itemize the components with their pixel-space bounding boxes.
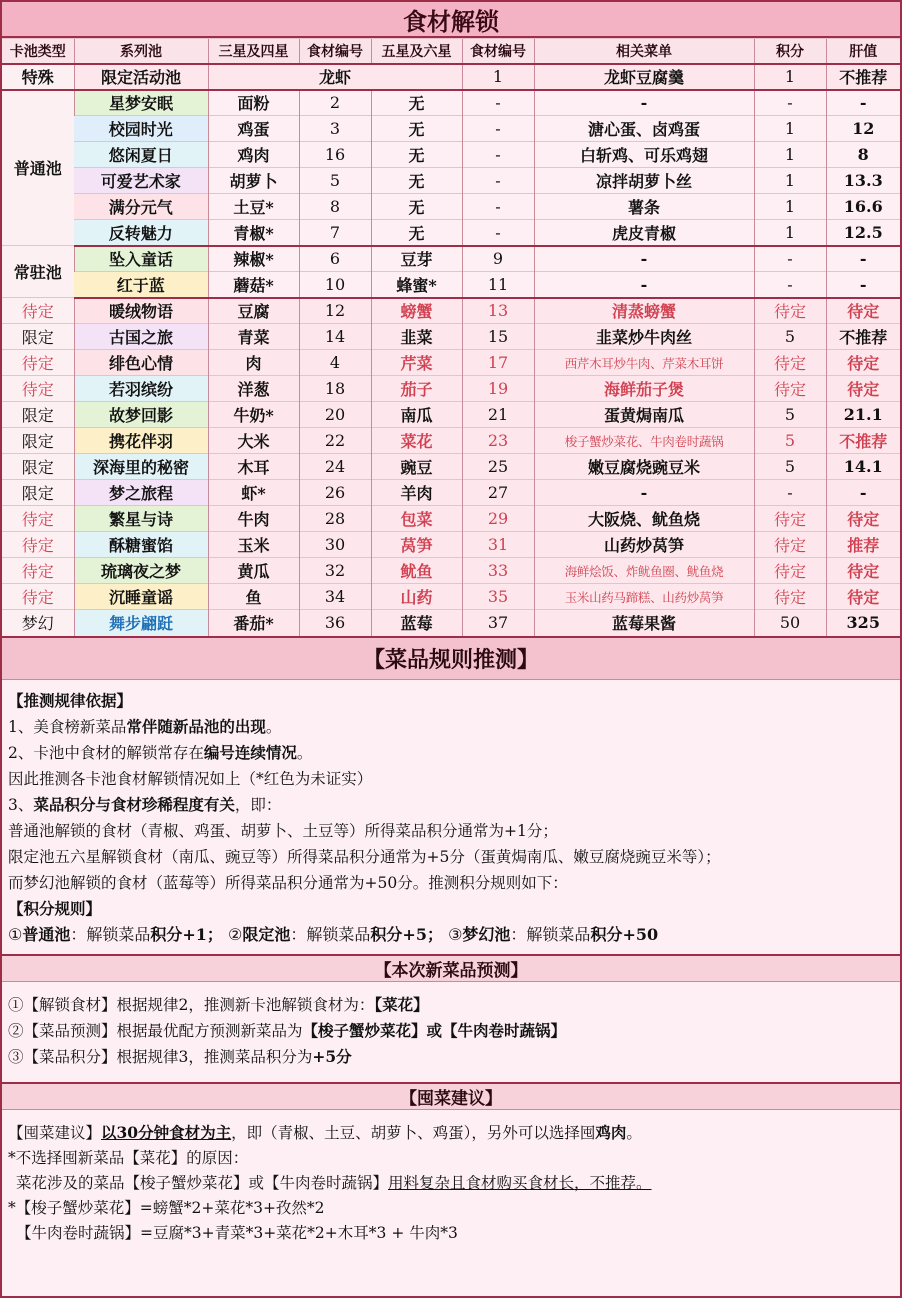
ingredient-56-cell: 茄子 bbox=[371, 376, 462, 402]
table-row bbox=[2, 454, 900, 480]
liver-cell: 不推荐 bbox=[826, 324, 900, 350]
ingredient-number-cell: - bbox=[462, 168, 534, 194]
ingredient-34-cell: 虾* bbox=[208, 480, 299, 506]
dish-cell: 龙虾豆腐羹 bbox=[534, 64, 754, 90]
ingredient-number-cell: - bbox=[462, 90, 534, 116]
advice-block bbox=[2, 1110, 900, 1252]
ingredient-34-cell: 豆腐 bbox=[208, 298, 299, 324]
ingredient-number-cell: 28 bbox=[299, 506, 371, 532]
liver-cell: 待定 bbox=[826, 298, 900, 324]
pool-name-cell: 琉璃夜之梦 bbox=[74, 558, 208, 584]
table-row bbox=[2, 610, 900, 636]
ingredient-56-cell: 螃蟹 bbox=[371, 298, 462, 324]
ingredient-34-cell: 玉米 bbox=[208, 532, 299, 558]
ingredient-56-cell: 无 bbox=[371, 220, 462, 246]
ingredient-number-cell: - bbox=[462, 220, 534, 246]
liver-cell: 16.6 bbox=[826, 194, 900, 220]
table-header-row bbox=[2, 39, 900, 64]
ingredient-cell: 龙虾 bbox=[208, 64, 462, 90]
ingredient-56-cell: 无 bbox=[371, 142, 462, 168]
dish-cell: 虎皮青椒 bbox=[534, 220, 754, 246]
table-row bbox=[2, 324, 900, 350]
header-cell: 积分 bbox=[754, 39, 826, 64]
limited-pool-section bbox=[2, 298, 900, 636]
ingredient-34-cell: 蘑菇* bbox=[208, 272, 299, 298]
header-cell: 肝值 bbox=[826, 39, 900, 64]
table-row bbox=[2, 168, 900, 194]
rule-line-1: 1、美食榜新菜品常伴随新品池的出现。 bbox=[8, 716, 282, 736]
header-cell: 食材编号 bbox=[462, 39, 534, 64]
header-cell: 相关菜单 bbox=[534, 39, 754, 64]
ingredient-56-cell: 南瓜 bbox=[371, 402, 462, 428]
liver-cell: 13.3 bbox=[826, 168, 900, 194]
pool-type-cell: 限定 bbox=[2, 402, 74, 428]
score-cell: 5 bbox=[754, 402, 826, 428]
table-row bbox=[2, 532, 900, 558]
dish-cell: 西芹木耳炒牛肉、芹菜木耳饼 bbox=[534, 350, 754, 376]
ingredient-56-cell: 无 bbox=[371, 168, 462, 194]
advice-section-title: 【囤菜建议】 bbox=[2, 1082, 900, 1110]
ingredient-number-cell: 24 bbox=[299, 454, 371, 480]
dish-cell: 梭子蟹炒菜花、牛肉卷时蔬锅 bbox=[534, 428, 754, 454]
liver-cell: 不推荐 bbox=[826, 64, 900, 90]
ingredient-number-cell: 19 bbox=[462, 376, 534, 402]
advice-line-4: *【梭子蟹炒菜花】=螃蟹*2+菜花*3+孜然*2 bbox=[8, 1198, 325, 1217]
pool-name-cell: 暖绒物语 bbox=[74, 298, 208, 324]
dish-cell: 薯条 bbox=[534, 194, 754, 220]
score-cell: 1 bbox=[754, 116, 826, 142]
pool-type-cell: 待定 bbox=[2, 506, 74, 532]
advice-line-2: *不选择囤新菜品【菜花】的原因： bbox=[8, 1148, 249, 1167]
ingredient-number-cell: 13 bbox=[462, 298, 534, 324]
dish-cell: 嫩豆腐烧豌豆米 bbox=[534, 454, 754, 480]
table-row bbox=[2, 376, 900, 402]
pool-name-cell: 悠闲夏日 bbox=[74, 142, 208, 168]
ingredient-34-cell: 肉 bbox=[208, 350, 299, 376]
pool-type-cell: 待定 bbox=[2, 584, 74, 610]
ingredient-number-cell: 23 bbox=[462, 428, 534, 454]
table-row-special bbox=[2, 64, 900, 90]
table-row bbox=[2, 558, 900, 584]
pool-name-cell: 古国之旅 bbox=[74, 324, 208, 350]
pool-name-cell: 舞步翩跹 bbox=[74, 610, 208, 636]
ingredient-number-cell: 37 bbox=[462, 610, 534, 636]
table-row bbox=[2, 298, 900, 324]
pool-type-cell: 待定 bbox=[2, 350, 74, 376]
ingredient-number-cell: 17 bbox=[462, 350, 534, 376]
ingredient-34-cell: 大米 bbox=[208, 428, 299, 454]
ingredient-number-cell: 15 bbox=[462, 324, 534, 350]
table-row bbox=[2, 272, 900, 298]
ingredient-number-cell: 22 bbox=[299, 428, 371, 454]
ingredient-number-cell: 5 bbox=[299, 168, 371, 194]
ingredient-34-cell: 木耳 bbox=[208, 454, 299, 480]
ingredient-number-cell: 3 bbox=[299, 116, 371, 142]
header-cell: 卡池类型 bbox=[2, 39, 74, 64]
ingredient-number-cell: 4 bbox=[299, 350, 371, 376]
score-cell: 待定 bbox=[754, 376, 826, 402]
ingredient-34-cell: 鸡蛋 bbox=[208, 116, 299, 142]
dish-cell: 玉米山药马蹄糕、山药炒莴笋 bbox=[534, 584, 754, 610]
advice-line-5: 【牛肉卷时蔬锅】=豆腐*3+青菜*3+菜花*2+木耳*3 + 牛肉*3 bbox=[16, 1223, 458, 1242]
pool-name-cell: 繁星与诗 bbox=[74, 506, 208, 532]
ingredient-number-cell: 1 bbox=[462, 64, 534, 90]
ingredient-number-cell: 18 bbox=[299, 376, 371, 402]
liver-cell: - bbox=[826, 90, 900, 116]
ingredient-number-cell: 26 bbox=[299, 480, 371, 506]
liver-cell: 325 bbox=[826, 610, 900, 636]
ingredient-56-cell: 山药 bbox=[371, 584, 462, 610]
ingredient-56-cell: 无 bbox=[371, 194, 462, 220]
pool-type-cell: 限定 bbox=[2, 480, 74, 506]
ingredient-number-cell: 29 bbox=[462, 506, 534, 532]
table-row bbox=[2, 142, 900, 168]
predict-section-title: 【本次新菜品预测】 bbox=[2, 954, 900, 982]
dish-cell: 山药炒莴笋 bbox=[534, 532, 754, 558]
score-cell: 5 bbox=[754, 324, 826, 350]
pool-name-cell: 梦之旅程 bbox=[74, 480, 208, 506]
predict-block bbox=[2, 982, 900, 1082]
score-cell: 5 bbox=[754, 454, 826, 480]
pool-type-cell: 待定 bbox=[2, 558, 74, 584]
table-row bbox=[2, 194, 900, 220]
normal-pool-section bbox=[2, 90, 900, 246]
dish-cell: 蛋黄焗南瓜 bbox=[534, 402, 754, 428]
rule-line-2: 2、卡池中食材的解锁常存在编号连续情况。 bbox=[8, 742, 313, 762]
table-row bbox=[2, 480, 900, 506]
ingredient-number-cell: 20 bbox=[299, 402, 371, 428]
dish-cell: - bbox=[534, 272, 754, 298]
ingredient-number-cell: 10 bbox=[299, 272, 371, 298]
pool-name-cell: 携花伴羽 bbox=[74, 428, 208, 454]
table-row bbox=[2, 220, 900, 246]
liver-cell: 8 bbox=[826, 142, 900, 168]
ingredient-56-cell: 蓝莓 bbox=[371, 610, 462, 636]
dish-cell: - bbox=[534, 480, 754, 506]
ingredient-56-cell: 豆芽 bbox=[371, 246, 462, 272]
ingredient-number-cell: - bbox=[462, 116, 534, 142]
ingredient-34-cell: 洋葱 bbox=[208, 376, 299, 402]
score-rule-line: ①普通池：解锁菜品积分+1； ②限定池：解锁菜品积分+5； ③梦幻池：解锁菜品积分+50 bbox=[8, 924, 659, 944]
header-cell: 食材编号 bbox=[299, 39, 371, 64]
liver-cell: 待定 bbox=[826, 350, 900, 376]
ingredient-56-cell: 芹菜 bbox=[371, 350, 462, 376]
ingredient-number-cell: 6 bbox=[299, 246, 371, 272]
ingredient-34-cell: 番茄* bbox=[208, 610, 299, 636]
pool-name-cell: 星梦安眠 bbox=[74, 90, 208, 116]
ingredient-56-cell: 鱿鱼 bbox=[371, 558, 462, 584]
pool-name-cell: 深海里的秘密 bbox=[74, 454, 208, 480]
predict-line-2: ②【菜品预测】根据最优配方预测新菜品为【梭子蟹炒菜花】或【牛肉卷时蔬锅】 bbox=[8, 1020, 567, 1040]
ingredient-34-cell: 鸡肉 bbox=[208, 142, 299, 168]
pool-name-cell: 校园时光 bbox=[74, 116, 208, 142]
liver-cell: 21.1 bbox=[826, 402, 900, 428]
ingredient-34-cell: 牛奶* bbox=[208, 402, 299, 428]
table-row bbox=[2, 506, 900, 532]
ingredient-number-cell: 8 bbox=[299, 194, 371, 220]
ingredient-number-cell: 7 bbox=[299, 220, 371, 246]
pool-name-cell: 反转魅力 bbox=[74, 220, 208, 246]
liver-cell: - bbox=[826, 480, 900, 506]
score-cell: - bbox=[754, 480, 826, 506]
ingredient-number-cell: 9 bbox=[462, 246, 534, 272]
table-row bbox=[2, 584, 900, 610]
ingredient-34-cell: 辣椒* bbox=[208, 246, 299, 272]
liver-cell: - bbox=[826, 246, 900, 272]
score-cell: 1 bbox=[754, 64, 826, 90]
header-cell: 系列池 bbox=[74, 39, 208, 64]
score-cell: 待定 bbox=[754, 558, 826, 584]
ingredient-number-cell: - bbox=[462, 142, 534, 168]
pool-type-cell: 待定 bbox=[2, 532, 74, 558]
pool-name-cell: 红于蓝 bbox=[74, 272, 208, 298]
dish-cell: 白斩鸡、可乐鸡翅 bbox=[534, 142, 754, 168]
rule-line-4: 3、菜品积分与食材珍稀程度有关，即： bbox=[8, 794, 282, 814]
score-cell: 1 bbox=[754, 220, 826, 246]
ingredient-56-cell: 韭菜 bbox=[371, 324, 462, 350]
pool-name-cell: 限定活动池 bbox=[74, 64, 208, 90]
advice-line-1: 【囤菜建议】以30分钟食材为主，即（青椒、土豆、胡萝卜、鸡蛋），另外可以选择囤鸡肉。 bbox=[8, 1122, 642, 1142]
score-cell: 待定 bbox=[754, 506, 826, 532]
score-cell: 待定 bbox=[754, 298, 826, 324]
header-cell: 五星及六星 bbox=[371, 39, 462, 64]
liver-cell: 12.5 bbox=[826, 220, 900, 246]
ingredient-34-cell: 鱼 bbox=[208, 584, 299, 610]
header-cell: 三星及四星 bbox=[208, 39, 299, 64]
rule-line-5: 普通池解锁的食材（青椒、鸡蛋、胡萝卜、土豆等）所得菜品积分通常为+1分； bbox=[8, 821, 558, 840]
ingredient-number-cell: 2 bbox=[299, 90, 371, 116]
pool-type-cell: 限定 bbox=[2, 454, 74, 480]
rule-line-7: 而梦幻池解锁的食材（蓝莓等）所得菜品积分通常为+50分。推测积分规则如下： bbox=[8, 873, 568, 892]
score-cell: 1 bbox=[754, 168, 826, 194]
ingredient-56-cell: 包菜 bbox=[371, 506, 462, 532]
pool-type-cell: 限定 bbox=[2, 324, 74, 350]
score-rule-title: 【积分规则】 bbox=[8, 898, 102, 918]
liver-cell: - bbox=[826, 272, 900, 298]
ingredient-number-cell: 21 bbox=[462, 402, 534, 428]
rules-block bbox=[2, 680, 900, 954]
table-row bbox=[2, 116, 900, 142]
dish-cell: 凉拌胡萝卜丝 bbox=[534, 168, 754, 194]
score-cell: 待定 bbox=[754, 584, 826, 610]
ingredient-number-cell: 16 bbox=[299, 142, 371, 168]
ingredient-56-cell: 蜂蜜* bbox=[371, 272, 462, 298]
ingredient-56-cell: 羊肉 bbox=[371, 480, 462, 506]
ingredient-number-cell: 12 bbox=[299, 298, 371, 324]
pool-type-cell: 待定 bbox=[2, 376, 74, 402]
pool-name-cell: 酥糖蜜馅 bbox=[74, 532, 208, 558]
pool-type-cell: 普通池 bbox=[2, 90, 74, 246]
pool-name-cell: 若羽缤纷 bbox=[74, 376, 208, 402]
ingredient-number-cell: 27 bbox=[462, 480, 534, 506]
liver-cell: 推荐 bbox=[826, 532, 900, 558]
rule-line-3: 因此推测各卡池食材解锁情况如上（*红色为未证实） bbox=[8, 769, 373, 788]
table-row bbox=[2, 350, 900, 376]
pool-type-cell: 待定 bbox=[2, 298, 74, 324]
ingredient-56-cell: 莴笋 bbox=[371, 532, 462, 558]
dish-cell: 蓝莓果酱 bbox=[534, 610, 754, 636]
score-cell: - bbox=[754, 272, 826, 298]
basis-title: 【推测规律依据】 bbox=[8, 690, 133, 710]
score-cell: 1 bbox=[754, 194, 826, 220]
dish-cell: 海鲜烩饭、炸鱿鱼圈、鱿鱼烧 bbox=[534, 558, 754, 584]
ingredient-56-cell: 无 bbox=[371, 90, 462, 116]
dish-cell: 清蒸螃蟹 bbox=[534, 298, 754, 324]
score-cell: 50 bbox=[754, 610, 826, 636]
dish-cell: - bbox=[534, 246, 754, 272]
ingredient-34-cell: 青菜 bbox=[208, 324, 299, 350]
ingredient-number-cell: 36 bbox=[299, 610, 371, 636]
liver-cell: 不推荐 bbox=[826, 428, 900, 454]
ingredient-34-cell: 胡萝卜 bbox=[208, 168, 299, 194]
table-row bbox=[2, 90, 900, 116]
ingredient-number-cell: 31 bbox=[462, 532, 534, 558]
pool-type-cell: 限定 bbox=[2, 428, 74, 454]
table-row bbox=[2, 246, 900, 272]
pool-type-cell: 特殊 bbox=[2, 64, 74, 90]
score-cell: 待定 bbox=[754, 532, 826, 558]
predict-line-3: ③【菜品积分】根据规律3，推测菜品积分为+5分 bbox=[8, 1046, 352, 1066]
dish-cell: 溏心蛋、卤鸡蛋 bbox=[534, 116, 754, 142]
ingredient-number-cell: 32 bbox=[299, 558, 371, 584]
ingredient-56-cell: 菜花 bbox=[371, 428, 462, 454]
ingredient-56-cell: 豌豆 bbox=[371, 454, 462, 480]
pool-name-cell: 可爱艺术家 bbox=[74, 168, 208, 194]
pool-name-cell: 故梦回影 bbox=[74, 402, 208, 428]
ingredient-34-cell: 面粉 bbox=[208, 90, 299, 116]
predict-line-1: ①【解锁食材】根据规律2，推测新卡池解锁食材为：【菜花】 bbox=[8, 994, 429, 1014]
ingredient-56-cell: 无 bbox=[371, 116, 462, 142]
liver-cell: 待定 bbox=[826, 584, 900, 610]
score-cell: 1 bbox=[754, 142, 826, 168]
dish-cell: 韭菜炒牛肉丝 bbox=[534, 324, 754, 350]
ingredient-number-cell: 34 bbox=[299, 584, 371, 610]
rules-section-title: 【菜品规则推测】 bbox=[2, 636, 900, 680]
pool-name-cell: 绯色心情 bbox=[74, 350, 208, 376]
score-cell: 5 bbox=[754, 428, 826, 454]
liver-cell: 14.1 bbox=[826, 454, 900, 480]
table-row bbox=[2, 402, 900, 428]
ingredient-number-cell: 30 bbox=[299, 532, 371, 558]
liver-cell: 12 bbox=[826, 116, 900, 142]
pool-name-cell: 满分元气 bbox=[74, 194, 208, 220]
score-cell: 待定 bbox=[754, 350, 826, 376]
ingredient-34-cell: 黄瓜 bbox=[208, 558, 299, 584]
page-title: 食材解锁 bbox=[2, 2, 900, 38]
dish-cell: 大阪烧、鱿鱼烧 bbox=[534, 506, 754, 532]
pool-name-cell: 坠入童话 bbox=[74, 246, 208, 272]
score-cell: - bbox=[754, 246, 826, 272]
ingredient-number-cell: - bbox=[462, 194, 534, 220]
ingredient-34-cell: 土豆* bbox=[208, 194, 299, 220]
liver-cell: 待定 bbox=[826, 558, 900, 584]
pool-type-cell: 梦幻 bbox=[2, 610, 74, 636]
unlock-table bbox=[2, 38, 900, 636]
ingredient-number-cell: 14 bbox=[299, 324, 371, 350]
score-cell: - bbox=[754, 90, 826, 116]
pool-name-cell: 沉睡童谣 bbox=[74, 584, 208, 610]
resident-pool-section bbox=[2, 246, 900, 298]
ingredient-34-cell: 青椒* bbox=[208, 220, 299, 246]
dish-cell: 海鲜茄子煲 bbox=[534, 376, 754, 402]
ingredient-number-cell: 11 bbox=[462, 272, 534, 298]
ingredient-34-cell: 牛肉 bbox=[208, 506, 299, 532]
ingredient-number-cell: 25 bbox=[462, 454, 534, 480]
pool-type-cell: 常驻池 bbox=[2, 246, 74, 298]
liver-cell: 待定 bbox=[826, 376, 900, 402]
table-row bbox=[2, 428, 900, 454]
ingredient-number-cell: 35 bbox=[462, 584, 534, 610]
dish-cell: - bbox=[534, 90, 754, 116]
ingredient-number-cell: 33 bbox=[462, 558, 534, 584]
rule-line-6: 限定池五六星解锁食材（南瓜、豌豆等）所得菜品积分通常为+5分（蛋黄焗南瓜、嫩豆腐烧豌豆米等）； bbox=[8, 847, 721, 866]
liver-cell: 待定 bbox=[826, 506, 900, 532]
advice-line-3: 菜花涉及的菜品【梭子蟹炒菜花】或【牛肉卷时蔬锅】用料复杂且食材购买食材长，不推荐。 bbox=[16, 1173, 652, 1192]
